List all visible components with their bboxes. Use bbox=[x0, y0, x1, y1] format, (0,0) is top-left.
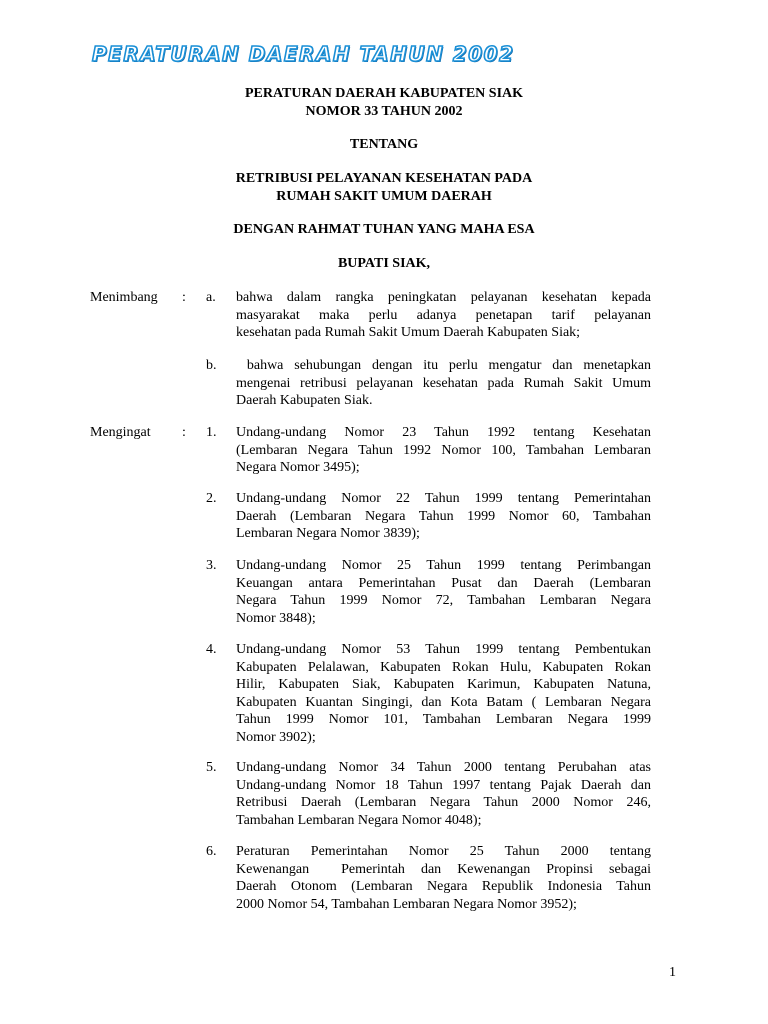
mengingat-item-mark: 1. bbox=[206, 425, 217, 440]
menimbang-colon: : bbox=[182, 290, 186, 305]
mengingat-item-mark: 6. bbox=[206, 844, 217, 859]
mengingat-item-mark: 2. bbox=[206, 491, 217, 506]
mengingat-item-mark: 3. bbox=[206, 558, 217, 573]
rahmat-heading: DENGAN RAHMAT TUHAN YANG MAHA ESA bbox=[233, 222, 535, 237]
mengingat-item-2 bbox=[236, 490, 651, 543]
text-line: Tambahan Lembaran Negara Nomor 4048); bbox=[236, 812, 482, 828]
mengingat-item-6 bbox=[236, 843, 651, 913]
text-line: Undang-undang Nomor 25 Tahun 1999 tentang Perimbangan bbox=[236, 558, 651, 573]
text-line: Undang-undang Nomor 34 Tahun 2000 tentang Perubahan atas bbox=[236, 760, 651, 775]
mengingat-item-3 bbox=[236, 557, 651, 627]
text-line: Undang-undang Nomor 23 Tahun 1992 tentang Kesehatan bbox=[236, 425, 651, 440]
text-line: Daerah (Lembaran Negara Tahun 1999 Nomor 60, Tambahan bbox=[236, 508, 651, 524]
menimbang-item-b bbox=[236, 357, 651, 410]
text-line: masyarakat maka perlu adanya penetapan tarif pelayanan bbox=[236, 307, 651, 323]
mengingat-item-4 bbox=[236, 641, 651, 746]
text-line: Nomor 3902); bbox=[236, 729, 316, 745]
text-line: Undang-undang Nomor 53 Tahun 1999 tentang Pembentukan bbox=[236, 642, 651, 657]
text-line: Nomor 3848); bbox=[236, 610, 316, 626]
tentang-heading: TENTANG bbox=[349, 137, 419, 152]
text-line: Negara Nomor 3495); bbox=[236, 460, 360, 475]
text-line: 2000 Nomor 54, Tambahan Lembaran Negara Nomor 3952); bbox=[236, 896, 577, 912]
text-line: Kabupaten Pelalawan, Kabupaten Rokan Hulu, Kabupaten Rokan bbox=[236, 659, 651, 675]
menimbang-item-mark: b. bbox=[206, 358, 217, 373]
mengingat-item-mark: 4. bbox=[206, 642, 217, 657]
text-line: Kewenangan Pemerintah dan Kewenangan Propinsi sebagai bbox=[236, 861, 651, 877]
text-line: (Lembaran Negara Tahun 1992 Nomor 100, Tambahan Lembaran bbox=[236, 442, 651, 458]
menimbang-item-mark: a. bbox=[206, 290, 216, 305]
text-line: Tahun 1999 Nomor 101, Tambahan Lembaran Negara 1999 bbox=[236, 712, 651, 727]
text-line: Lembaran Negara Nomor 3839); bbox=[236, 526, 420, 541]
regulation-number: NOMOR 33 TAHUN 2002 bbox=[305, 104, 463, 119]
text-line: Hilir, Kabupaten Siak, Kabupaten Karimun, Kabupaten Natuna, bbox=[236, 677, 651, 692]
text-line: Kabupaten Kuantan Singingi, dan Kota Batam ( Lembaran Negara bbox=[236, 694, 651, 710]
subject-line-2: RUMAH SAKIT UMUM DAERAH bbox=[276, 189, 492, 204]
document-banner: PERATURAN DAERAH TAHUN 2002 bbox=[92, 42, 515, 66]
text-line: Keuangan antara Pemerintahan Pusat dan Daerah (Lembaran bbox=[236, 575, 651, 591]
text-line: kesehatan pada Rumah Sakit Umum Daerah Kabupaten Siak; bbox=[236, 325, 581, 340]
text-line: Undang-undang Nomor 22 Tahun 1999 tentang Pemerintahan bbox=[236, 491, 651, 506]
mengingat-item-mark: 5. bbox=[206, 760, 217, 775]
bupati-heading: BUPATI SIAK, bbox=[337, 256, 431, 271]
page-number: 1 bbox=[669, 965, 676, 980]
text-line: Negara Tahun 1999 Nomor 72, Tambahan Lembaran Negara bbox=[236, 593, 651, 608]
mengingat-label: Mengingat bbox=[90, 425, 151, 440]
regulation-title: PERATURAN DAERAH KABUPATEN SIAK bbox=[244, 86, 524, 101]
text-line: bahwa dalam rangka peningkatan pelayanan kesehatan kepada bbox=[236, 290, 651, 305]
text-line: mengenai retribusi pelayanan kesehatan pada Rumah Sakit Umum bbox=[236, 375, 651, 391]
subject-line-1: RETRIBUSI PELAYANAN KESEHATAN PADA bbox=[235, 171, 533, 186]
text-line: Daerah Kabupaten Siak. bbox=[236, 393, 373, 408]
text-line: bahwa sehubungan dengan itu perlu mengatur dan menetapkan bbox=[236, 358, 651, 373]
text-line: Undang-undang Nomor 18 Tahun 1997 tentang Pajak Daerah dan bbox=[236, 777, 651, 793]
menimbang-item-a bbox=[236, 289, 651, 342]
text-line: Daerah Otonom (Lembaran Negara Republik Indonesia Tahun bbox=[236, 879, 651, 894]
menimbang-label: Menimbang bbox=[90, 290, 158, 305]
mengingat-colon: : bbox=[182, 425, 186, 440]
text-line: Peraturan Pemerintahan Nomor 25 Tahun 2000 tentang bbox=[236, 844, 651, 859]
mengingat-item-5 bbox=[236, 759, 651, 829]
text-line: Retribusi Daerah (Lembaran Negara Tahun 2000 Nomor 246, bbox=[236, 795, 651, 810]
mengingat-item-1 bbox=[236, 424, 651, 477]
